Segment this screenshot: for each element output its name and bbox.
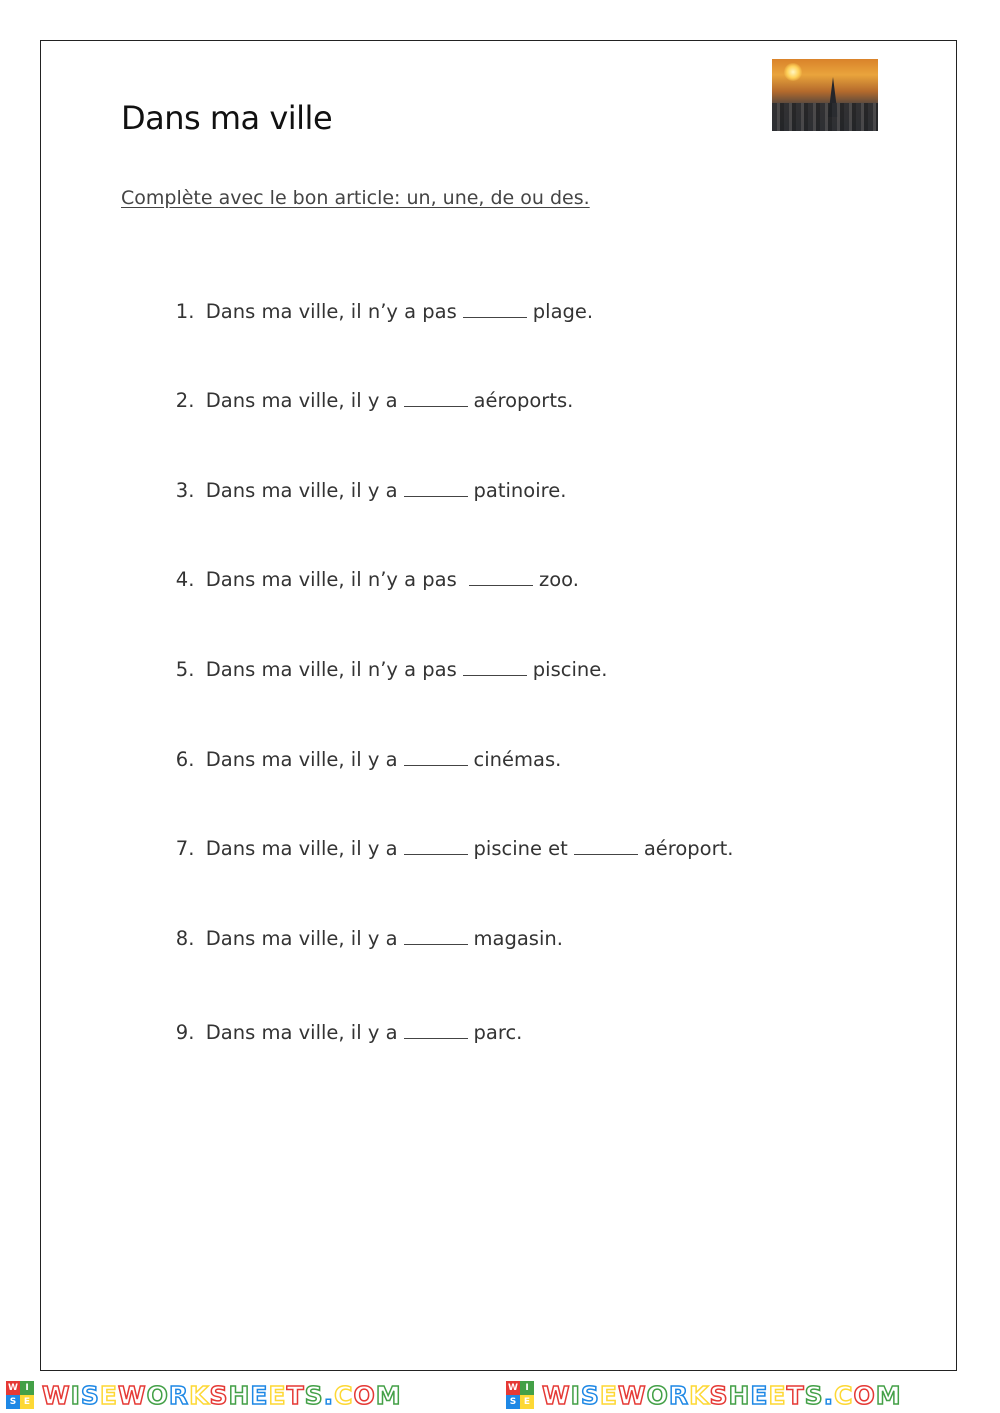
question-number: 5.	[175, 658, 195, 681]
watermark-letter: W	[617, 1380, 647, 1410]
instruction-text: Complète avec le bon article: un, une, de ou des.	[121, 187, 590, 209]
watermark-letter: S	[709, 1380, 729, 1410]
watermark-letter: T	[786, 1380, 805, 1410]
worksheet-page	[40, 40, 957, 1371]
answer-blank[interactable]	[463, 303, 527, 318]
watermark-letter: .	[323, 1380, 335, 1410]
watermark-letter: S	[304, 1380, 324, 1410]
watermark-letter: I	[570, 1380, 581, 1410]
question-ending: aéroports.	[473, 389, 574, 412]
logo-letter: E	[520, 1395, 534, 1409]
question-number: 2.	[175, 389, 195, 412]
logo-letter: W	[506, 1381, 520, 1395]
logo-letter: S	[6, 1395, 20, 1409]
answer-blank[interactable]	[404, 1024, 468, 1039]
answer-blank[interactable]	[404, 751, 468, 766]
watermark-letter: O	[853, 1380, 876, 1410]
watermark-letter: E	[768, 1380, 787, 1410]
question-1	[151, 277, 593, 346]
watermark-letter: O	[146, 1380, 169, 1410]
watermark-letter: W	[117, 1380, 147, 1410]
watermark-letter: H	[728, 1380, 751, 1410]
question-ending: piscine.	[532, 658, 608, 681]
logo-letter: W	[6, 1381, 20, 1395]
watermark-letter: S	[209, 1380, 229, 1410]
question-ending: parc.	[473, 1021, 523, 1044]
watermark-right	[506, 1377, 902, 1413]
answer-blank[interactable]	[404, 392, 468, 407]
page-title: Dans ma ville	[121, 99, 333, 137]
watermark-letter: M	[875, 1380, 902, 1410]
question-3	[151, 456, 566, 525]
question-ending: zoo.	[538, 568, 579, 591]
city-photo	[772, 59, 878, 131]
question-text: Dans ma ville, il y a	[205, 837, 398, 860]
logo-letter: S	[506, 1395, 520, 1409]
logo-letter: I	[520, 1381, 534, 1395]
watermark-letter: E	[250, 1380, 269, 1410]
answer-blank[interactable]	[463, 661, 527, 676]
watermark-letter: H	[228, 1380, 251, 1410]
question-6	[151, 725, 561, 794]
watermark-letter: C	[334, 1380, 354, 1410]
answer-blank[interactable]	[574, 840, 638, 855]
watermark-letter: I	[70, 1380, 81, 1410]
watermark-letter: T	[286, 1380, 305, 1410]
watermark-letter: E	[750, 1380, 769, 1410]
question-middle: piscine et	[473, 837, 568, 860]
watermark-letter: E	[599, 1380, 618, 1410]
logo-letter: I	[20, 1381, 34, 1395]
watermark-letter: R	[668, 1380, 690, 1410]
question-ending: plage.	[532, 300, 594, 323]
question-number: 8.	[175, 927, 195, 950]
question-text: Dans ma ville, il n’y a pas	[205, 658, 457, 681]
watermark-text	[542, 1381, 902, 1410]
watermark-letter: S	[580, 1380, 600, 1410]
question-ending: cinémas.	[473, 748, 562, 771]
logo-letter: E	[20, 1395, 34, 1409]
watermark-letter: E	[99, 1380, 118, 1410]
question-7	[151, 814, 733, 883]
sun-shape	[784, 63, 802, 81]
watermark-letter: W	[42, 1380, 71, 1410]
footer-watermark-bar	[0, 1377, 1000, 1413]
watermark-letter: K	[189, 1380, 210, 1410]
question-text: Dans ma ville, il n’y a pas	[205, 568, 463, 591]
question-number: 3.	[175, 479, 195, 502]
question-2	[151, 366, 573, 435]
question-number: 7.	[175, 837, 195, 860]
watermark-letter: W	[542, 1380, 571, 1410]
question-text: Dans ma ville, il n’y a pas	[205, 300, 457, 323]
question-number: 9.	[175, 1021, 195, 1044]
question-number: 4.	[175, 568, 195, 591]
question-ending: patinoire.	[473, 479, 567, 502]
watermark-letter: C	[834, 1380, 854, 1410]
question-text: Dans ma ville, il y a	[205, 479, 398, 502]
answer-blank[interactable]	[404, 840, 468, 855]
question-number: 1.	[175, 300, 195, 323]
answer-blank[interactable]	[404, 482, 468, 497]
wise-logo-icon	[6, 1381, 34, 1409]
question-9	[151, 998, 522, 1067]
question-5	[151, 635, 607, 704]
watermark-letter: S	[80, 1380, 100, 1410]
question-8	[151, 904, 563, 973]
watermark-text	[42, 1381, 402, 1410]
wise-logo-icon	[506, 1381, 534, 1409]
question-4	[151, 545, 579, 614]
city-skyline	[772, 103, 878, 131]
watermark-letter: S	[804, 1380, 824, 1410]
watermark-letter: R	[168, 1380, 190, 1410]
question-text: Dans ma ville, il y a	[205, 389, 398, 412]
question-text: Dans ma ville, il y a	[205, 748, 398, 771]
watermark-letter: M	[375, 1380, 402, 1410]
answer-blank[interactable]	[404, 930, 468, 945]
question-text: Dans ma ville, il y a	[205, 1021, 398, 1044]
answer-blank[interactable]	[469, 571, 533, 586]
watermark-letter: O	[353, 1380, 376, 1410]
watermark-letter: K	[689, 1380, 710, 1410]
question-number: 6.	[175, 748, 195, 771]
question-ending: aéroport.	[643, 837, 734, 860]
watermark-letter: O	[646, 1380, 669, 1410]
question-ending: magasin.	[473, 927, 563, 950]
question-text: Dans ma ville, il y a	[205, 927, 398, 950]
watermark-left	[6, 1377, 402, 1413]
watermark-letter: E	[268, 1380, 287, 1410]
watermark-letter: .	[823, 1380, 835, 1410]
